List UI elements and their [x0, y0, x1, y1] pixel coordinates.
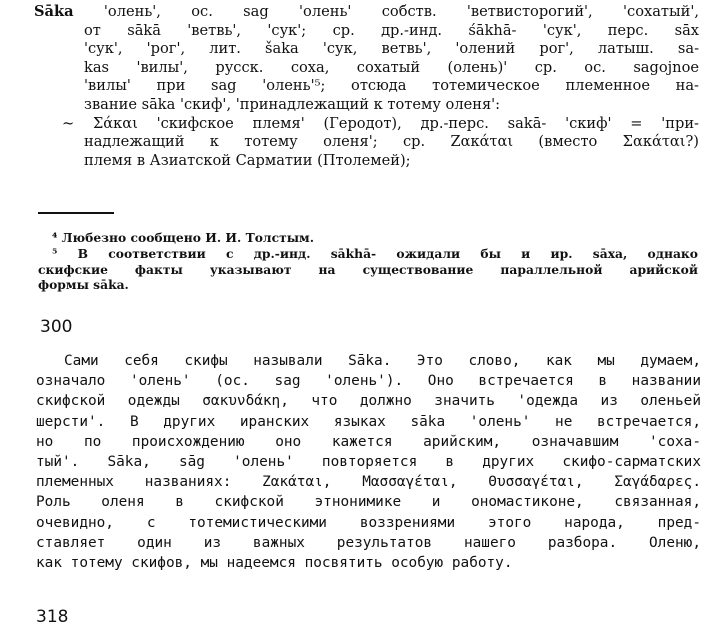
footnote-line: ⁴ Любезно сообщено И. И. Толстым.: [52, 230, 314, 245]
page-number: 318: [36, 607, 69, 627]
entry-line: племя в Азиатской Сарматии (Птолемей);: [84, 151, 411, 169]
entry-line: надлежащий к тотему оленя'; ср. Ζακάται (вместо Σακάται?): [84, 133, 699, 151]
body-paragraph: [36, 351, 701, 573]
footnote-line: формы sāka.: [38, 277, 129, 293]
page-number: 300: [40, 317, 73, 337]
entry-line: ~ Σάκαι 'скифское племя' (Геродот), др.-перс. sakā- 'скиф' = 'при-: [62, 114, 699, 132]
entry-line: звание sāka 'скиф', 'принадлежащий к тотему оленя':: [84, 95, 501, 113]
footnote-line: ⁵ В соответствии с др.-инд. sākhā- ожидали бы и ир. sāxa, однако: [52, 245, 698, 261]
entry-line: kas 'вилы', русск. соха, сохатый (олень)' ср. ос. sagojnoe: [84, 58, 699, 76]
body-line: скифской одежды σακυνδάκη, что должно значить 'одежда из оленьей: [36, 393, 701, 410]
body-line: племенных названиях: Ζακάται, Μασσαγέται, Θυσσαγέται, Σαγάδαρες.: [36, 474, 701, 491]
body-line: как тотему скифов, мы надеемся посвятить особую работу.: [36, 555, 513, 572]
body-line: очевидно, с тотемистическими воззрениями этого народа, пред-: [36, 514, 701, 531]
footnote-line: скифские факты указывают на существование параллельной арийской: [38, 261, 698, 277]
body-line: тый'. Sāka, sāg 'олень' повторяется в других скифо-сарматских: [36, 454, 701, 471]
entry-line: Sāka 'олень', ос. sag 'олень' собств. 'ветвисторогий', 'сохатый',: [34, 3, 699, 20]
body-line: шерсти'. В других иранских языках sāka 'олень' не встречается,: [36, 413, 701, 430]
footnote-separator: [38, 212, 114, 214]
body-line: ставляет один из важных результатов нашего разбора. Оленю,: [36, 534, 701, 551]
dictionary-entry: [34, 3, 699, 170]
entry-line: 'вилы' при sag 'олень'⁵; отсюда тотемическое племенное на-: [84, 77, 699, 95]
body-line: означало 'олень' (ос. sag 'олень'). Оно встречается в названии: [36, 373, 701, 390]
body-line: Роль оленя в скифской этнонимике и ономастиконе, связанная,: [36, 494, 701, 511]
body-line: но по происхождению оно кажется арийским, означавшим 'соха-: [36, 433, 701, 450]
footnotes: [38, 230, 698, 293]
entry-headword: Sāka: [34, 3, 74, 20]
entry-line: от sākā 'ветвь', 'сук'; ср. др.-инд. śākhā- 'сук', перс. sāx: [84, 21, 699, 39]
body-line: Сами себя скифы называли Sāka. Это слово, как мы думаем,: [64, 353, 701, 369]
entry-line: 'сук', 'рог', лит. šaka 'сук, ветвь', 'олений рог', латыш. sa-: [84, 40, 699, 58]
